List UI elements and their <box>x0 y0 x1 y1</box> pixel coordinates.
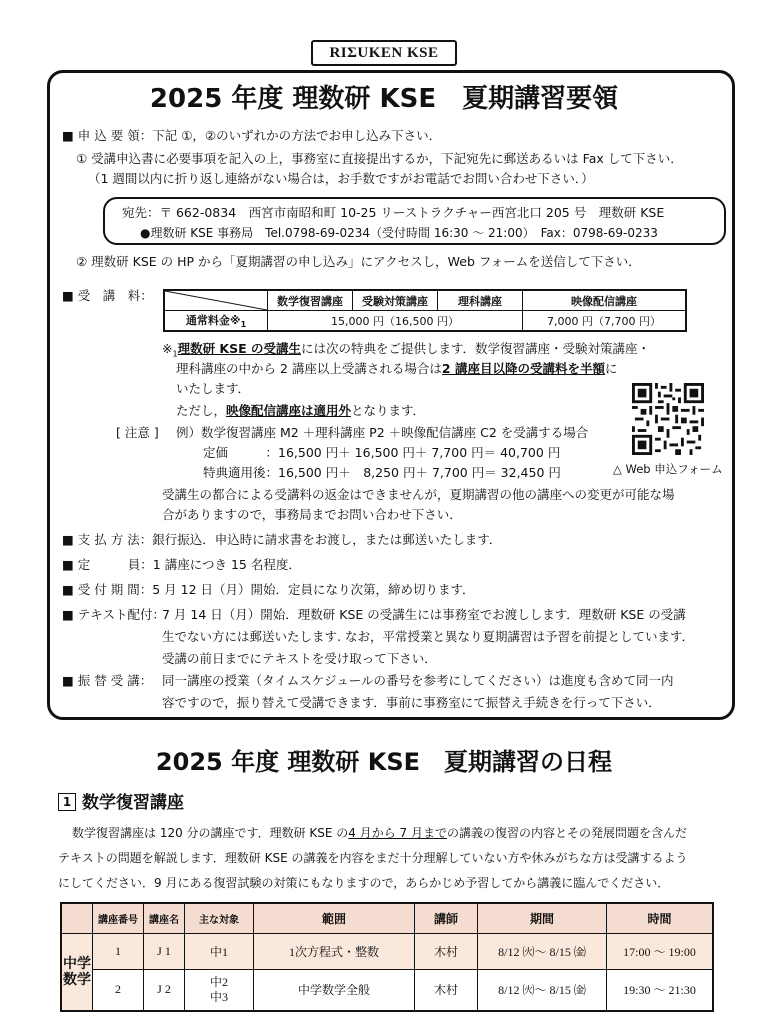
address-line-1: 宛先：〒 662-0834 西宮市南昭和町 10-25 リーストラクチャー西宮北口 205 号 理数研 KSE <box>122 205 665 220</box>
row-period: 8/12 ㈫～ 8/15 ㈮ <box>478 933 607 969</box>
period-row: ■ 受 付 期 間：5 月 12 日（月）開始．定員になり次第，締め切ります． <box>62 582 475 597</box>
note-tag: [ 注意 ] <box>116 425 159 440</box>
textbook-line-3: 受講の前日までにテキストを受け取って下さい． <box>162 651 437 666</box>
fee-table <box>163 289 687 332</box>
fee-row-label: 通常料金$※_1$ <box>164 311 268 332</box>
fee-price-video: 7,000 円（7,700 円） <box>523 311 687 332</box>
row-name: J 2 <box>144 969 185 1011</box>
table-row <box>61 933 713 969</box>
row-target: 中2 中3 <box>185 969 254 1011</box>
fee-header-science: 理科講座 <box>438 290 523 311</box>
row-time: 19:30 ～ 21:30 <box>607 969 714 1011</box>
example-discount: 特典適用後：16,500 円＋ 8,250 円＋ 7,700 円＝ 32,450 円 <box>203 465 561 480</box>
apply-option-1: ① 受講申込書に必要事項を記入の上，事務室に直接提出するか，下記宛先に郵送あるいは Fax して下さい． <box>76 151 683 166</box>
fee-header-exam: 受験対策講座 <box>353 290 438 311</box>
brand-logo: RIΣUKEN KSE <box>311 40 457 66</box>
row-range: 中学数学全般 <box>254 969 415 1011</box>
group-header <box>61 903 93 933</box>
fee-price-main: 15,000 円（16,500 円） <box>268 311 523 332</box>
transfer-line-1: 同一講座の授業（タイムスケジュールの番号を参考にしてください）は進度も含めて同一内 <box>162 673 674 688</box>
header-range: 範囲 <box>254 903 415 933</box>
apply-text: 下記 ①，②のいずれかの方法でお申し込み下さい． <box>152 128 442 143</box>
diagonal-line <box>165 291 267 310</box>
textbook-line-1: 7 月 14 日（月）開始．理数研 KSE の受講生には事務室でお渡しします．理数研 KSE の受講 <box>162 607 686 622</box>
half-price-text: 2 講座目以降の受講料を半額 <box>441 361 605 376</box>
apply-option-2: ② 理数研 KSE の HP から「夏期講習の申し込み」にアクセスし，Web フォームを送信して下さい． <box>76 254 641 269</box>
textbook-line-2: 生でない方には郵送いたします. なお，平常授業と異なり夏期講習は予習を前提としています． <box>162 629 694 644</box>
payment-row: ■ 支 払 方 法：銀行振込．申込時に請求書をお渡し，または郵送いたします． <box>62 532 502 547</box>
benefit-line-4: ただし，映像配信講座は適用外となります． <box>176 403 426 418</box>
transfer-line-2: 容ですので，振り替えて受講できます．事前に事務室にて振替え手続きを行って下さい． <box>162 695 661 710</box>
table-row <box>61 969 713 1011</box>
benefit-target: 理数研 KSE の受講生 <box>177 341 302 356</box>
header-teacher: 講師 <box>415 903 478 933</box>
page-title: 2025 年度 理数研 KSE 夏期講習要領 <box>149 84 619 114</box>
row-period: 8/12 ㈫～ 8/15 ㈮ <box>478 969 607 1011</box>
fee-label: ■ 受 講 料： <box>62 288 153 303</box>
qr-code-icon[interactable] <box>632 383 704 455</box>
row-time: 17:00 ～ 19:00 <box>607 933 714 969</box>
row-target: 中1 <box>185 933 254 969</box>
schedule-table <box>60 902 714 1012</box>
address-line-2: ●理数研 KSE 事務局 Tel.0798-69-0234（受付時間 16:30 ～ 21:00） Fax：0798-69-0233 <box>140 226 658 240</box>
row-name: J 1 <box>144 933 185 969</box>
apply-option-1-note: （1 週間以内に折り返し連絡がない場合は，お手数ですがお電話でお問い合わせ下さい．） <box>88 171 594 186</box>
apply-label: ■ 申 込 要 領： <box>62 128 153 143</box>
benefit-line-2: 理科講座の中から 2 講座以上受講される場合は2 講座目以降の受講料を半額に <box>176 361 618 376</box>
header-period: 期間 <box>478 903 607 933</box>
row-range: 1次方程式・整数 <box>254 933 415 969</box>
fee-corner-cell <box>164 290 268 311</box>
row-number: 2 <box>93 969 144 1011</box>
header-target: 主な対象 <box>185 903 254 933</box>
refund-line-1: 受講生の都合による受講料の返金はできませんが，夏期講習の他の講座への変更が可能な場 <box>162 487 675 502</box>
section-number: 1 <box>58 793 76 811</box>
benefit-line-3: いたします． <box>176 381 251 396</box>
example-line: 例）数学復習講座 M2 ＋理科講座 P2 ＋映像配信講座 C2 を受講する場合 <box>176 425 589 440</box>
textbook-label: ■ テキスト配付： <box>62 607 166 622</box>
intro-line-3: にしてください．9 月にある復習試験の対策にもなりますので，あらかじめ予習してから講義に臨んでください． <box>58 876 670 890</box>
video-excluded-text: 映像配信講座は適用外 <box>226 403 352 418</box>
section-heading <box>58 792 184 814</box>
row-teacher: 木村 <box>415 969 478 1011</box>
row-teacher: 木村 <box>415 933 478 969</box>
intro-line-2: テキストの問題を解説します．理数研 KSE の講義を内容をまだ十分理解していない方や休みがちな方は受講するよう <box>58 851 688 865</box>
header-time: 時間 <box>607 903 714 933</box>
row-number: 1 <box>93 933 144 969</box>
fee-header-video: 映像配信講座 <box>523 290 687 311</box>
header-number: 講座番号 <box>93 903 144 933</box>
transfer-label: ■ 振 替 受 講： <box>62 673 153 688</box>
intro-line-1: 数学復習講座は 120 分の講座です．理数研 KSE の4 月から 7 月までの講義の復習の内容とその発展問題を含んだ <box>72 826 688 840</box>
example-regular: 定価 ：16,500 円＋ 16,500 円＋ 7,700 円＝ 40,700 円 <box>203 445 561 460</box>
section-title: 数学復習講座 <box>82 793 184 813</box>
benefit-line-1: $※_1$理数研 KSE の受講生には次の特典をご提供します．数学復習講座・受験対策講座・ <box>162 341 651 359</box>
group-label: 中学数学 <box>61 933 93 1011</box>
capacity-row: ■ 定 員：1 講座につき 15 名程度． <box>62 557 301 572</box>
apply-row <box>62 126 441 146</box>
fee-header-math: 数学復習講座 <box>268 290 353 311</box>
refund-line-2: 合がありますので，事務局までお問い合わせ下さい． <box>162 507 462 522</box>
qr-caption: △ Web 申込フォーム <box>613 462 723 476</box>
schedule-title: 2025 年度 理数研 KSE 夏期講習の日程 <box>155 748 613 776</box>
header-name: 講座名 <box>144 903 185 933</box>
